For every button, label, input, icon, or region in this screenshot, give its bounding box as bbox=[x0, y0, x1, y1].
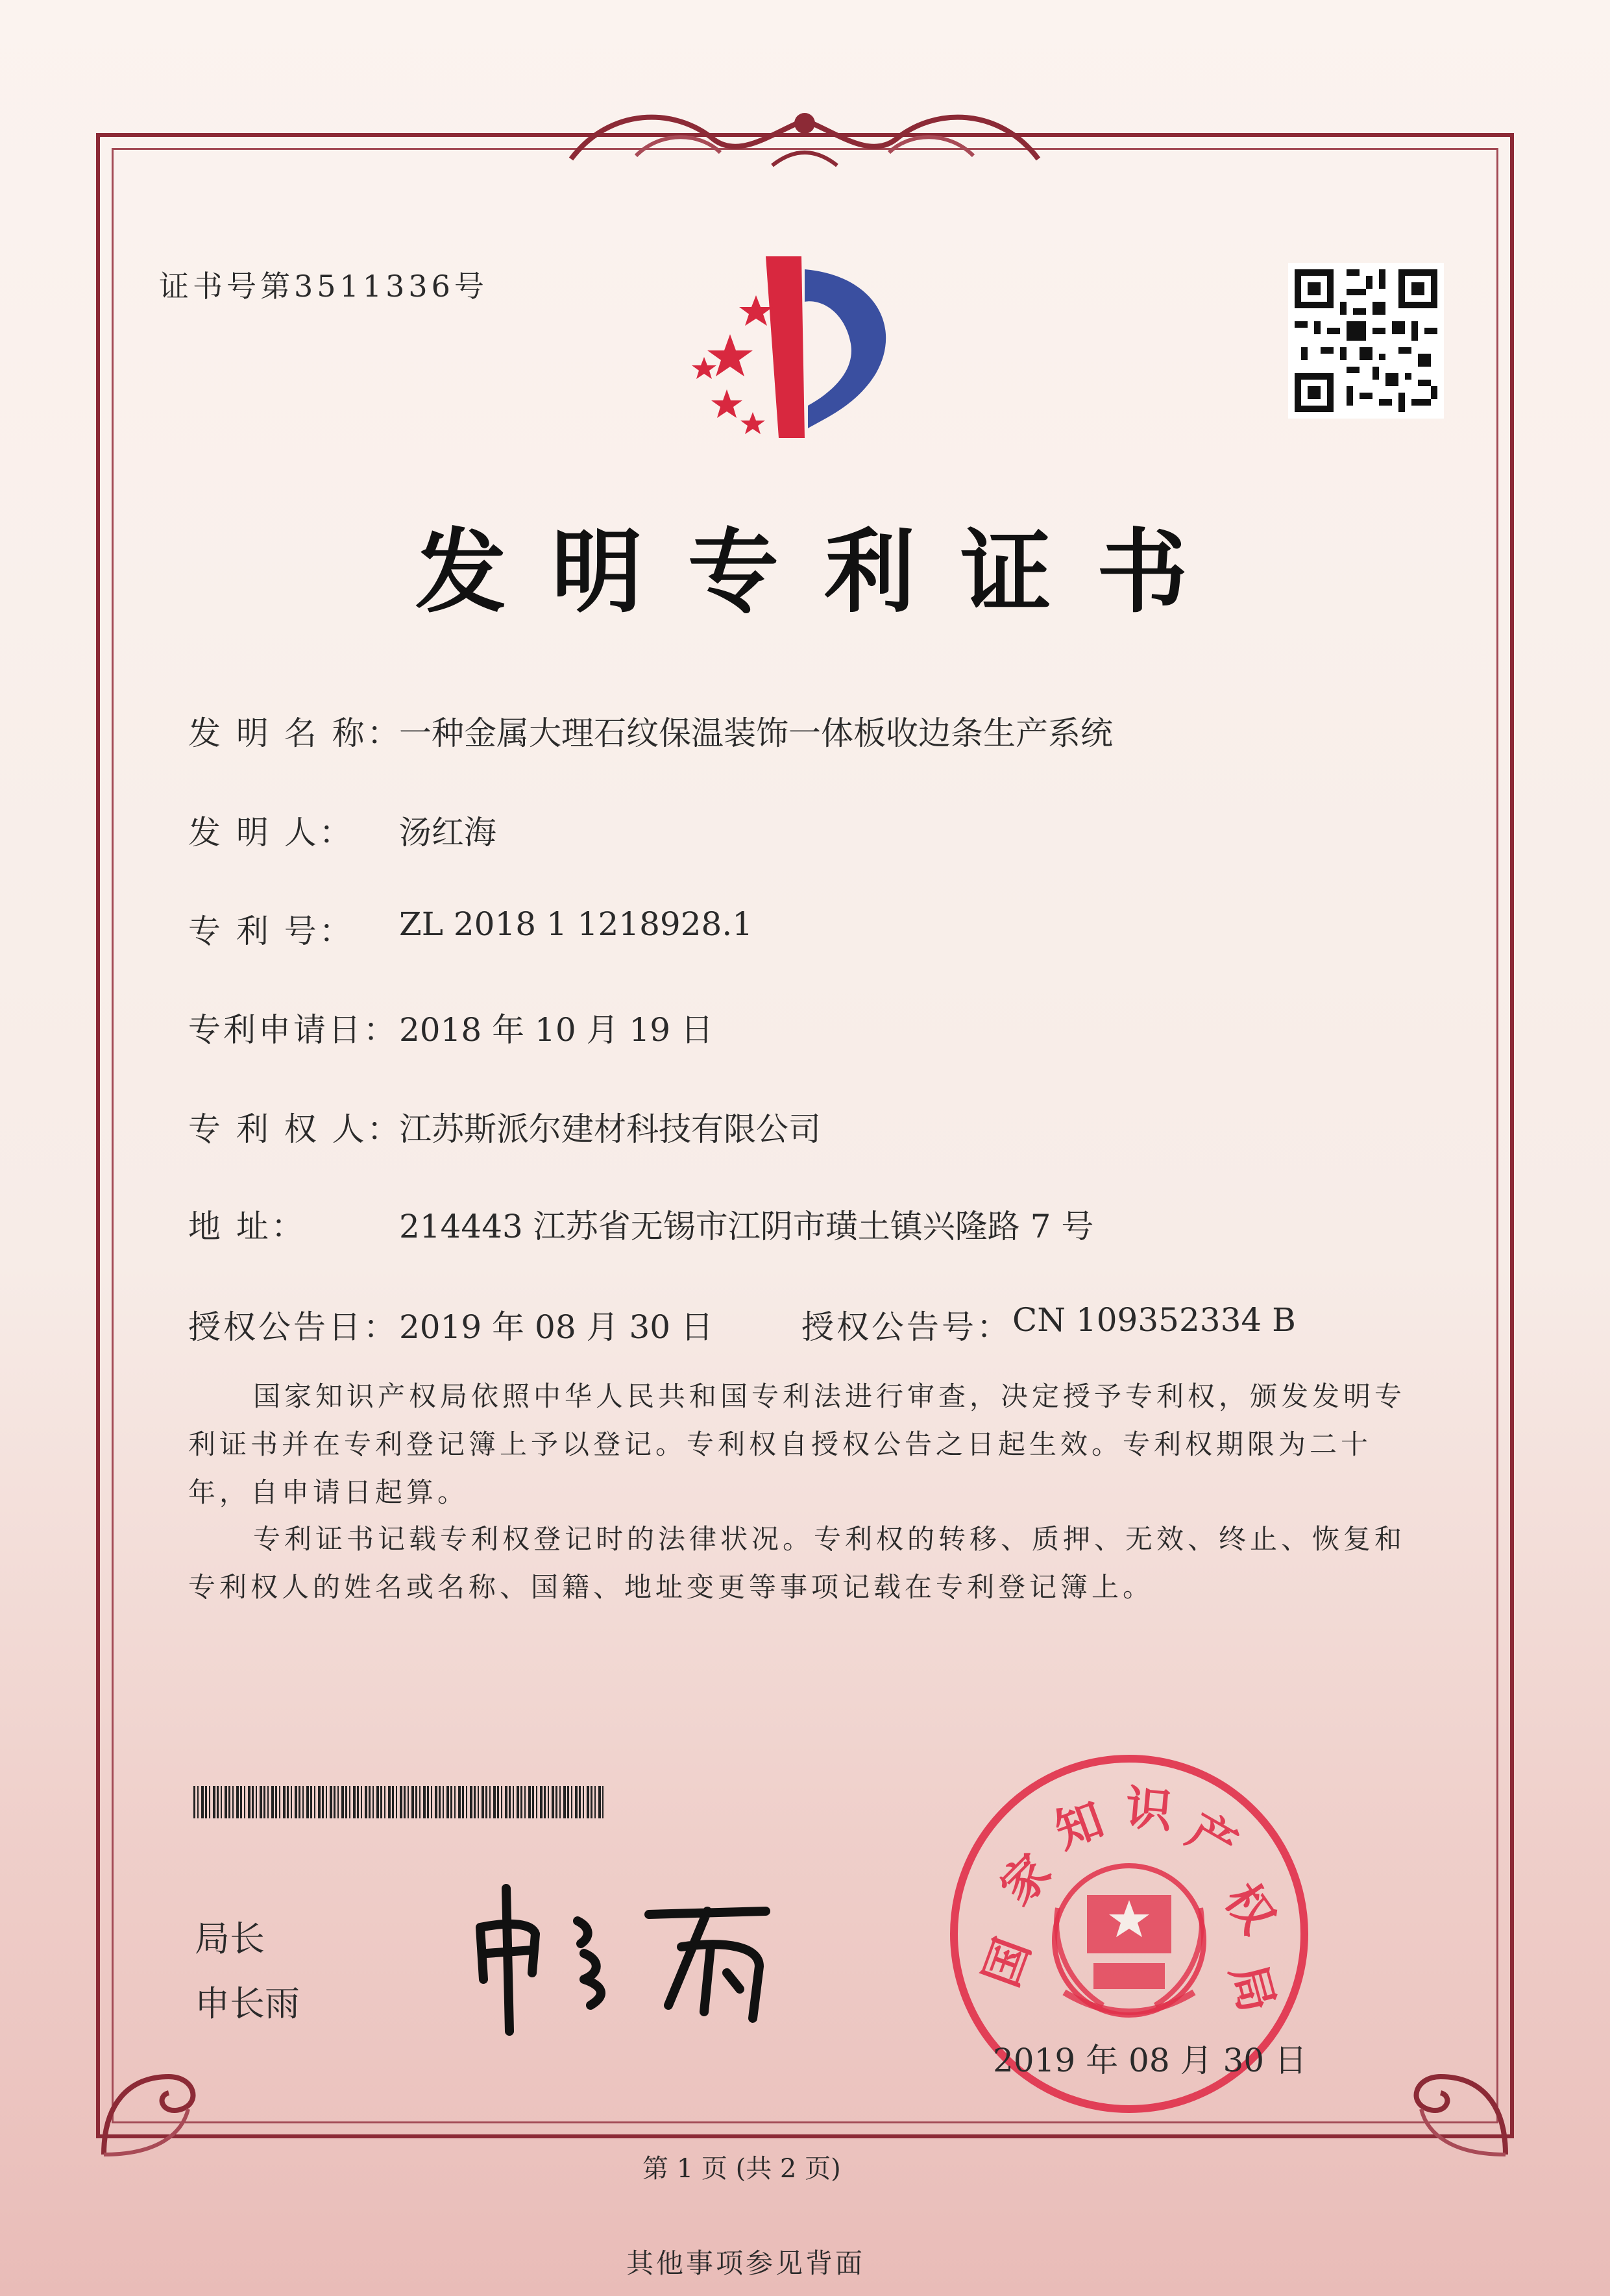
seal-char-2: 家 bbox=[989, 1843, 1062, 1916]
grant-date-label: 授权公告日： bbox=[188, 1308, 398, 1346]
barcode bbox=[193, 1786, 604, 1818]
grant-statement-paragraph: 国家知识产权局依照中华人民共和国专利法进行审查，决定授予专利权，颁发发明专利证书并在专利登记簿上予以登记。专利权自授权公告之日起生效。专利权期限为二十年，自申请日起算。 bbox=[188, 1380, 1406, 1508]
grant-number-value: CN 109352334 B bbox=[1012, 1301, 1296, 1339]
certificate-number: 证书号第3511336号 bbox=[159, 269, 488, 304]
signature bbox=[454, 1875, 818, 2044]
bottom-right-ornament bbox=[1389, 2038, 1519, 2168]
page-indicator: 第 1 页 (共 2 页) bbox=[642, 2154, 841, 2184]
application-date-label: 专利申请日： bbox=[188, 1011, 398, 1049]
application-date-value: 2018 年 10 月 19 日 bbox=[399, 1011, 713, 1049]
footer-note: 其他事项参见背面 bbox=[626, 2247, 866, 2279]
seal-date: 2019 年 08 月 30 日 bbox=[993, 2042, 1307, 2079]
patentee-label: 专 利 权 人： bbox=[188, 1110, 402, 1148]
patentee-value: 江苏斯派尔建材科技有限公司 bbox=[399, 1110, 821, 1148]
seal-char-6: 权 bbox=[1214, 1873, 1286, 1944]
grant-number-label: 授权公告号： bbox=[801, 1308, 1012, 1346]
official-title: 局长 bbox=[195, 1918, 265, 1959]
grant-date-value: 2019 年 08 月 30 日 bbox=[399, 1308, 713, 1346]
seal-char-3: 知 bbox=[1047, 1790, 1111, 1859]
patent-number-value: ZL 2018 1 1218928.1 bbox=[399, 905, 753, 943]
seal-char-7: 局 bbox=[1220, 1958, 1286, 2018]
inventor-label: 发 明 人： bbox=[188, 814, 354, 851]
address-label: 地 址： bbox=[188, 1208, 306, 1245]
invention-name-label: 发 明 名 称： bbox=[188, 714, 402, 752]
legal-status-paragraph: 专利证书记载专利权登记时的法律状况。专利权的转移、质押、无效、终止、恢复和专利权人的姓名或名称、国籍、地址变更等事项记载在专利登记簿上。 bbox=[188, 1523, 1406, 1603]
bottom-left-ornament bbox=[91, 2038, 221, 2168]
patent-number-label: 专 利 号： bbox=[188, 912, 354, 950]
top-ornament bbox=[558, 94, 1051, 178]
seal-char-4: 识 bbox=[1123, 1779, 1175, 1838]
certificate-title: 发明专利证书 bbox=[415, 519, 1234, 626]
patent-office-logo bbox=[681, 250, 928, 445]
seal-char-1: 国 bbox=[972, 1931, 1041, 1994]
qr-code bbox=[1288, 263, 1444, 419]
official-name: 申长雨 bbox=[195, 1983, 300, 2024]
seal-char-5: 产 bbox=[1178, 1801, 1247, 1874]
inventor-value: 汤红海 bbox=[399, 814, 496, 851]
invention-name-value: 一种金属大理石纹保温装饰一体板收边条生产系统 bbox=[399, 714, 1113, 752]
address-value: 214443 江苏省无锡市江阴市璜土镇兴隆路 7 号 bbox=[399, 1208, 1094, 1245]
